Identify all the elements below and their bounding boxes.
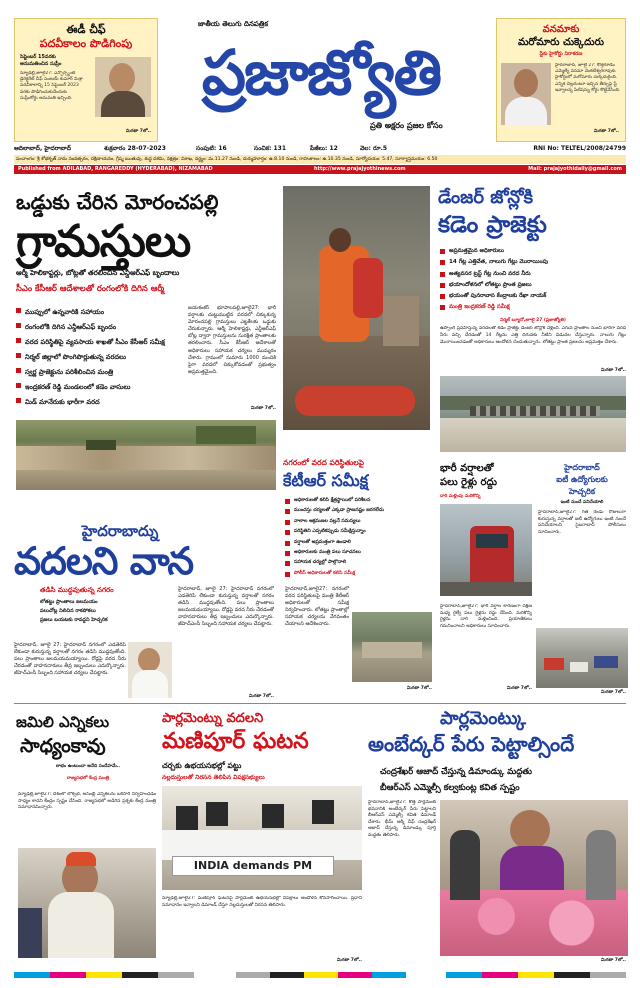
masthead-motto: ప్రతి అక్షరం ప్రజల కోసం <box>370 121 443 130</box>
ear-left-title2: పదవీకాలం పొడిగింపు <box>39 37 133 50</box>
ear-right-text: హైదరాబాద్, జూలై 27: కొత్తగూడెం ఎమ్మెల్యే వనమా వెంకటేశ్వరరావుకు హైకోర్టులో మరోమారు చుక్కెదురైంది. ఎన్నిక చెల్లదంటూ ఇచ్చిన తీర్పుపై స్టే ఇవ్వాలన్న పిటిషన్ను కోర్టు కొట్టివేసింది. <box>555 63 621 93</box>
lead-bullet: ఇంద్రకరణ్ రెడ్డి మండలంలో కడెం వాసులు <box>16 380 184 395</box>
hyd-body-repeat: హైదరాబాద్, జూలై 27: హైదరాబాద్ నగరంలో ఎడతెరిపి లేకుండా కురుస్తున్న వర్షాలతో నగరం తడిసి ముద్దవుతోంది. పలు ప్రాంతాలు జలమయమయ్యాయి. రోడ్లపై వరద నీరు చేరడంతో వాహనదారులు తీవ్ర ఇబ్బందులు ఎదుర్కొన్నారు. జీహెచ్ఎంసీ సిబ్బంది సహాయక చర్యలు చేపట్టారు. <box>178 586 274 628</box>
ear-left-more: మిగతా 7లో.. <box>125 129 151 134</box>
lead-more: మిగతా 7లో.. <box>250 406 276 411</box>
it-body: హైదరాబాద్,జూలై27: గత రెండు రోజులుగా కురుస్తున్న వర్షాలతో ఐటీ ఉద్యోగులు ఇంటి నుంచే పనిచేయాలని సైబరాబాద్ పోలీసులు సూచించారు. <box>538 510 626 535</box>
hyd-point: ప్రజలు బయటకు రావద్దని హెచ్చరిక <box>40 617 108 623</box>
hyd-point: లోతట్టు ప్రాంతాలు జలమయం <box>40 599 98 605</box>
jamili-headline1: జమిలి ఎన్నికలు <box>16 713 110 731</box>
it-kicker: హైదరాబాద్ <box>564 463 600 472</box>
hyd-sub: తడిసి ముద్దవుతున్న నగరం <box>40 586 114 594</box>
ear-right-title2: మరోమారు చుక్కెదురు <box>517 37 605 48</box>
registration-bar-left <box>14 972 194 978</box>
trains-more: మిగతా 7లో.. <box>506 686 532 691</box>
hyd-point: పలుచోట్ల నిలిచిన రాకపోకలు <box>40 608 96 614</box>
kadem-dam-photo <box>440 376 626 452</box>
registration-bar-right <box>446 972 626 978</box>
ktr-bullet: పరిస్థితిని ఎప్పటికప్పుడు సమీక్షిస్తున్నాం <box>285 527 433 537</box>
dateline-price: వెల: రూ.5 <box>360 145 388 152</box>
dateline-issue: సంచిక: 131 <box>254 145 286 152</box>
dateline-volume: సంపుటి: 16 <box>196 145 227 152</box>
kadem-headline: కడెం ప్రాజెక్టు <box>438 212 547 238</box>
it-traffic-photo <box>536 628 628 688</box>
ktr-bullet: అధికారులకు మంత్రి పలు సూచనలు <box>285 548 433 558</box>
manipur-sub2: నల్లదుస్తులతో నిరసన తెలిపిన విపక్షసభ్యులు <box>162 774 265 781</box>
trains-headline: పలు రైళ్లు రద్దు <box>440 477 497 488</box>
jamili-photo <box>18 848 156 958</box>
publish-mail[interactable]: Mail: prajajyothidaily@gmail.com <box>528 166 622 172</box>
lead-bullet: స్వర్ణ ప్రాజెక్టును పరిశీలించిన మంత్రి <box>16 365 184 380</box>
ambedkar-sub1: చంద్రశేఖర్ ఆజాద్ చేస్తున్న డిమాండ్కు మద్దతు <box>380 767 532 777</box>
lead-kicker: ఒడ్డుకు చేరిన మోరంచపల్లి <box>16 190 219 214</box>
publish-website[interactable]: http://www.prajajyothinews.com <box>314 166 406 172</box>
almanac-text: పంచాంగం: శ్రీ శోభకృత్ నామ సంవత్సరం, దక్షిణాయనం, గ్రీష్మ ఋతువు, శుద్ధ దశమి, నక్షత్రం: విశాఖ, వర్జ్యం: మ.11.27 నుండి, దుర్ముహూర్తం: ఉ.8.10 నుండి, రాహుకాలం: ఉ.10.35 నుండి, సూర్యోదయం: 5.47, సూర్యాస్తమయం: 6.50 <box>16 157 438 162</box>
jamili-body: న్యూఢిల్లీ,జూలై27: దేశంలో లోక్సభ, అసెంబ్లీ ఎన్నికలను ఒకేసారి నిర్వహించడం సాధ్యం కాదని కేంద్రం స్పష్టం చేసింది. రాజ్యసభలో అడిగిన ప్రశ్నకు కేంద్ర మంత్రి సమాధానమిచ్చారు. <box>18 792 156 811</box>
lead-bullets <box>16 305 184 410</box>
it-headline1: ఐటీ ఉద్యోగులకు <box>556 475 608 484</box>
section-divider <box>14 703 626 704</box>
ear-left-photo <box>95 57 151 117</box>
hyd-points <box>40 598 136 625</box>
ktr-headline: కేటీఆర్ సమీక్ష <box>283 471 369 490</box>
manipur-headline: మణిపూర్ ఘటన <box>162 729 309 754</box>
ambedkar-headline: అంబేద్కర్ పేరు పెట్టాల్సిందే <box>368 732 575 756</box>
jamili-headline2: సాధ్యంకావు <box>20 735 106 757</box>
rescue-photo <box>283 186 430 430</box>
ambedkar-photo <box>440 800 628 956</box>
kadem-bullet: మంత్రి ఇంద్రకరణ్ రెడ్డి సమీక్ష <box>440 302 626 313</box>
ear-left <box>14 18 158 142</box>
ambedkar-more: మిగతా 7లో.. <box>600 958 626 963</box>
kadem-bullet: 14 గేట్ల ఎత్తివేత, నాలుగు గేట్లు మొరాయింపు <box>440 257 626 268</box>
manipur-protest-photo <box>162 786 362 890</box>
ktr-flood-photo <box>352 612 432 682</box>
ktr-body: హైదరాబాద్,జూలై27: నగరంలో వరద పరిస్థితులపై మంత్రి కేటీఆర్ అధికారులతో సమీక్ష నిర్వహించారు. లోతట్టు ప్రాంతాల్లో సహాయక చర్యలను వేగవంతం చేయాలని ఆదేశించారు. <box>285 586 349 628</box>
ambedkar-kicker: పార్లమెంట్కు <box>440 708 526 729</box>
ambedkar-sub2: బీఆర్ఎస్ ఎమ్మెల్సీ కల్వకుంట్ల కవిత స్పష్టం <box>380 783 520 793</box>
publish-strip <box>14 165 626 174</box>
dateline-pages: పేజీలు: 12 <box>310 145 338 152</box>
ear-right-photo <box>501 63 551 125</box>
ear-left-sub2: అనుమతించిన సుప్రీం <box>20 61 62 67</box>
kadem-kicker: డేంజర్ జోన్లోకి <box>438 187 533 208</box>
ear-left-text: న్యూఢిల్లీ,జూలై27: ఎన్ఫోర్స్మెంట్ డైరెక్టరేట్ చీఫ్ సంజయ్ కుమార్ మిశ్రా పదవీకాలాన్ని 15 సెప్టెంబర్ 2023 వరకు పొడిగించుకునేందుకు సుప్రీంకోర్టు అనుమతి ఇచ్చింది. <box>20 71 83 101</box>
ambedkar-body: హైదరాబాద్,జూలై27: కొత్త పార్లమెంట్ భవనానికి అంబేద్కర్ పేరు పెట్టాలని బీఆర్ఎస్ ఎమ్మెల్సీ కవిత డిమాండ్ చేశారు. భీమ్ ఆర్మీ చీఫ్ చంద్రశేఖర్ ఆజాద్ చేస్తున్న డిమాండ్కు పూర్తి మద్దతు తెలిపారు. <box>368 800 436 838</box>
hyd-body-cont <box>178 586 274 694</box>
kadem-bullet: అప్రమత్తమైన అధికారులు <box>440 246 626 257</box>
manipur-more: మిగతా 7లో.. <box>336 958 362 963</box>
manipur-sub1: చర్చకు ఉభయసభల్లో పట్టు <box>162 761 242 770</box>
ear-right-title1: వనమాకు <box>542 24 580 35</box>
kadem-bullets <box>440 246 626 314</box>
kcr-photo <box>128 642 172 698</box>
manipur-kicker: పార్లమెంట్ను వదలని <box>162 711 264 726</box>
trains-body: హైదరాబాద్,జూలై27: భారీ వర్షాల కారణంగా దక్షిణ మధ్య రైల్వే పలు రైళ్లను రద్దు చేసింది. మరికొన్ని రైళ్లను దారి మళ్లించింది. ప్రయాణికులు గమనించాలని అధికారులు సూచించారు. <box>440 604 532 629</box>
lead-deck1: ఆర్మీ హెలికాప్టర్లు, బోట్లతో తరలించిన ఎన్డీఆర్ఎఫ్ బృందాలు <box>16 268 180 277</box>
ear-right-sub: స్టేకు హైకోర్టు నిరాకరణ <box>539 51 583 57</box>
it-more: మిగతా 7లో.. <box>600 690 626 695</box>
manipur-body: న్యూఢిల్లీ,జూలై27: మణిపూర్ ఘటనపై పార్లమెంట్ ఉభయసభల్లో విపక్షాలు ఆందోళన కొనసాగించాయి. ప్రధాని సమాధానం ఇవ్వాలని డిమాండ్ చేస్తూ నల్లదుస్తులతో నిరసన తెలిపారు. <box>162 896 362 908</box>
it-headline2: హెచ్చరిక <box>568 487 596 496</box>
flood-photo-river <box>16 420 276 490</box>
ear-left-title1: ఈడీ చీఫ్ <box>66 23 106 36</box>
ktr-bullet: ముందస్తు చర్యలతో ఎక్కడా ప్రాణనష్టం జరగలేదు <box>285 506 433 516</box>
kadem-bullet: అత్యవసర ట్రస్ట్ గేట్ల నుంచి వరద నీరు <box>440 269 626 280</box>
lead-bullet: నిర్మల్ జిల్లాలో పొంగిపొర్లుతున్న వరదలు <box>16 350 184 365</box>
kadem-bullet: భయాందోళనలో లోతట్టు ప్రాంత ప్రజలు <box>440 280 626 291</box>
jamili-sub1: లాభం ఉంటుందా అనేది సందేహమే.. <box>55 764 121 769</box>
dateline <box>14 143 626 154</box>
ktr-bullet: నాలాల ఆక్రమణల వల్లనే సమస్యలు <box>285 517 433 527</box>
hyd-more: మిగతా 7లో.. <box>248 694 274 699</box>
train-photo <box>440 504 532 596</box>
manipur-banner: INDIA demands PM <box>172 856 334 876</box>
lead-bullet: ముప్పులో ఉన్నవారికి సహాయం <box>16 305 184 320</box>
dateline-rni: RNI No: TELTEL/2008/24799 <box>533 145 626 152</box>
ktr-bullets <box>285 496 433 579</box>
kadem-byline: నిర్మల్ బ్యూరో,జూలై 27 (ప్రజాజ్యోతి) <box>500 318 566 323</box>
trains-kicker: భారీ వర్షాలతో <box>440 463 494 474</box>
it-sub: ఇంటి నుంచే పనిచేయాలి <box>560 500 604 505</box>
jamili-sub2: రాజ్యసభలో కేంద్ర మంత్రి <box>66 776 110 781</box>
ear-right <box>496 18 626 142</box>
hyd-headline: వదలని వాన <box>14 539 194 583</box>
ktr-bullet: పోలీస్ అధికారులతో కలిసి సమీక్ష <box>285 569 433 579</box>
ktr-kicker: నగరంలో వరద పరిస్థితులపై <box>283 458 365 467</box>
publish-text: Published from ADILABAD, RANGAREDDY (HYDERABAD), NIZAMABAD <box>18 166 213 172</box>
hyd-body: హైదరాబాద్, జూలై 27: హైదరాబాద్ నగరంలో ఎడతెరిపి లేకుండా కురుస్తున్న వర్షాలతో నగరం తడిసి ముద్దవుతోంది. పలు ప్రాంతాలు జలమయమయ్యాయి. రోడ్లపై వరద నీరు చేరడంతో వాహనదారులు తీవ్ర ఇబ్బందులు ఎదుర్కొన్నారు. జీహెచ్ఎంసీ సిబ్బంది సహాయక చర్యలు చేపట్టారు. <box>14 642 126 677</box>
ear-left-sub1: సెప్టెంబర్ 15వరకు <box>20 54 56 60</box>
lead-bullet: రంగంలోకి దిగిన ఎన్డీఆర్ఎఫ్ బృందం <box>16 320 184 335</box>
dateline-date: శుక్రవారం 28-07-2023 <box>104 145 166 152</box>
registration-bar-mid <box>236 972 406 978</box>
ear-right-more: మిగతా 7లో.. <box>593 129 619 134</box>
lead-bullet: వరద పరిస్థితిపై వ్యవసాయ శాఖతో సీఎం కేసీఆర్ సమీక్ష <box>16 335 184 350</box>
ktr-bullet: వర్షాలతో అప్రమత్తంగా ఉండాలి <box>285 538 433 548</box>
masthead-title: ప్రజాజ్యోతి <box>201 36 441 109</box>
ktr-bullet: అధికారులతో కలిసి క్షేత్రస్థాయిలో పరిశీలన <box>285 496 433 506</box>
trains-sub: దారి మళ్లింపు మరికొన్ని <box>440 494 481 499</box>
hyd-kicker: హైదరాబాద్ను <box>81 522 159 540</box>
almanac-strip <box>14 155 626 164</box>
lead-body: జయశంకర్ భూపాలపల్లి,జూలై27: భారీ వర్షాలకు చుట్టుముట్టిన వరదలో చిక్కుకున్న మోరంచపల్లి గ్రామస్తులు ఎట్టకేలకు ఒడ్డుకు చేరుకున్నారు. ఆర్మీ హెలికాప్టర్లు, ఎన్డీఆర్ఎఫ్ బోట్ల ద్వారా గ్రామస్తులను సురక్షిత ప్రాంతాలకు తరలించారు. సీఎం కేసీఆర్ ఆదేశాలతో అధికారులు సహాయక చర్యలు ముమ్మరం చేశారు. గ్రామంలో సుమారు 1000 మందికి పైగా వరదలో చిక్కుకోవడంతో ప్రభుత్వం అప్రమత్తమైంది. <box>188 305 276 375</box>
dateline-location: ఆదిలాబాద్, హైదరాబాద్ <box>14 145 72 152</box>
masthead-tagline: జాతీయ తెలుగు దినపత్రిక <box>198 20 268 28</box>
kadem-bullet: భయంతో పునరావాస కేంద్రాలకు రేఖా నాయక్ <box>440 291 626 302</box>
ktr-bullet: సహాయక చర్యల్లో పాల్గొనాలి <box>285 558 433 568</box>
ktr-more: మిగతా 7లో.. <box>406 686 432 691</box>
kadem-body: ఉప్పొంగి ప్రవహిస్తున్న వరదలతో కడెం ప్రాజెక్టు డేంజర్ జోన్లోకి వెళ్లింది. ఎగువ ప్రాంతాల నుంచి భారీగా వరద నీరు వచ్చి చేరడంతో 14 గేట్లను ఎత్తి దిగువకు నీటిని విడుదల చేస్తున్నారు. నాలుగు గేట్లు మొరాయించడంతో అధికారులు ఆందోళన చెందుతున్నారు. లోతట్టు ప్రాంత ప్రజలను అప్రమత్తం చేశారు. <box>440 326 626 345</box>
lead-deck2: సీఎం కేసీఆర్ ఆదేశాలతో రంగంలోకి దిగిన ఆర్మీ <box>16 283 165 293</box>
lead-bullet: మిడ్ మానేరుకు భారీగా వరద <box>16 395 184 410</box>
kadem-more: మిగతా 7లో.. <box>600 368 626 373</box>
lead-headline: గ్రామస్తులు <box>16 216 191 267</box>
